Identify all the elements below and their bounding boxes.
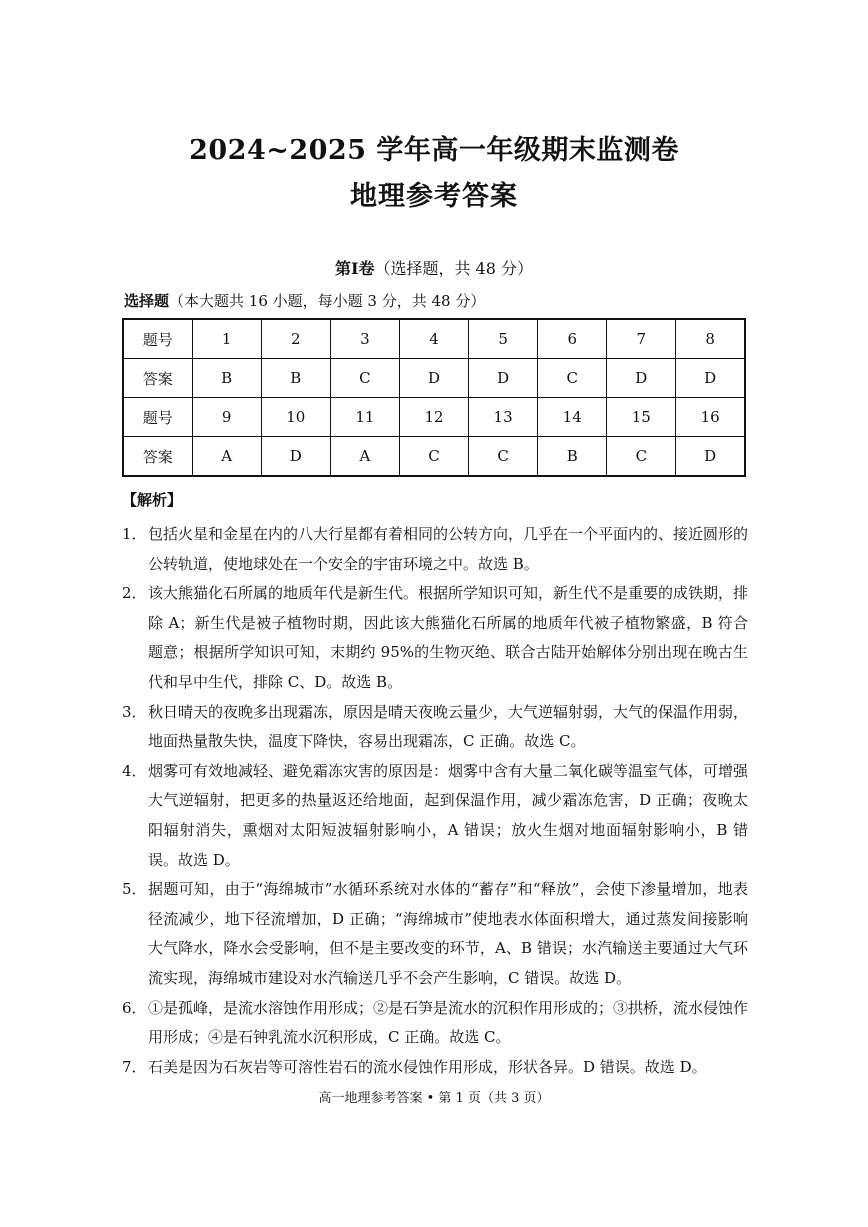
table-cell: D xyxy=(607,359,676,398)
section-title-rest: （选择题，共 48 分） xyxy=(374,259,534,278)
table-cell: D xyxy=(399,359,468,398)
item-number: 7． xyxy=(122,1057,147,1076)
table-cell: D xyxy=(261,437,330,477)
table-cell: 16 xyxy=(676,398,745,437)
table-cell: D xyxy=(469,359,538,398)
item-text: 该大熊猫化石所属的地质年代是新生代。根据所学知识可知，新生代不是重要的成铁期，排除 A；新生代是被子植物时期，因此该大熊猫化石所属的地质年代被子植物繁盛，B 符合题意；根据所学知识可知，末期约 95%的生物灭绝、联合古陆开始解体分别出现在晚古生代和早中生代，排除 C、D。故选 B。 xyxy=(148,584,749,691)
row-header-cell: 题号 xyxy=(123,319,192,359)
table-cell: 12 xyxy=(399,398,468,437)
multiple-choice-label xyxy=(124,290,485,311)
item-text: 秋日晴天的夜晚多出现霜冻，原因是晴天夜晚云量少，大气逆辐射弱，大气的保温作用弱，地面热量散失快，温度下降快，容易出现霜冻，C 正确。故选 C。 xyxy=(148,702,749,751)
table-row xyxy=(123,359,745,398)
table-cell: 15 xyxy=(607,398,676,437)
analysis-item xyxy=(122,757,748,875)
table-row xyxy=(123,437,745,477)
item-text: 石美是因为石灰岩等可溶性岩石的流水侵蚀作用形成，形状各异。D 错误。故选 D。 xyxy=(148,1057,707,1076)
table-cell: 13 xyxy=(469,398,538,437)
table-cell: 7 xyxy=(607,319,676,359)
mc-label-bold: 选择题 xyxy=(124,292,170,310)
table-cell: 1 xyxy=(192,319,261,359)
analysis-item xyxy=(122,698,748,757)
table-cell: B xyxy=(192,359,261,398)
page-footer: 高一地理参考答案 • 第 1 页（共 3 页） xyxy=(318,1091,550,1106)
item-text: 包括火星和金星在内的八大行星都有着相同的公转方向，几乎在一个平面内的、接近圆形的公转轨道，使地球处在一个安全的宇宙环境之中。故选 B。 xyxy=(148,525,749,573)
table-cell: C xyxy=(607,437,676,477)
analysis-heading: 【解析】 xyxy=(122,491,183,509)
table-cell: D xyxy=(676,359,745,398)
table-row xyxy=(123,398,745,437)
table-cell: C xyxy=(538,359,607,398)
row-header-cell: 答案 xyxy=(123,359,192,398)
item-number: 2． xyxy=(122,584,147,603)
item-number: 1． xyxy=(122,525,147,543)
analysis-item xyxy=(122,579,748,697)
table-cell: 8 xyxy=(676,319,745,359)
table-cell: 2 xyxy=(261,319,330,359)
document-title: 2024~2025 学年高一年级期末监测卷 xyxy=(189,135,679,166)
mc-label-rest: （本大题共 16 小题，每小题 3 分，共 48 分） xyxy=(169,292,486,310)
analysis-item xyxy=(122,1053,748,1083)
table-cell: D xyxy=(676,437,745,477)
section-title xyxy=(0,256,868,279)
table-cell: B xyxy=(538,437,607,477)
table-cell: C xyxy=(330,359,399,398)
section-title-bold: 第Ⅰ卷 xyxy=(334,259,375,278)
item-text: 据题可知，由于“海绵城市”水循环系统对水体的“蓄存”和“释放”，会使下渗量增加，地表径流减少，地下径流增加，D 正确；“海绵城市”使地表水体面积增大，通过蒸发间接影响大气降水，降水会受影响，但不是主要改变的环节，A、B 错误；水汽输送主要通过大气环流实现，海绵城市建设对水汽输送几乎不会产生影响，C 错误。故选 D。 xyxy=(148,880,748,987)
answer-table xyxy=(122,318,746,477)
table-cell: B xyxy=(261,359,330,398)
analysis-item xyxy=(122,520,748,579)
table-cell: 9 xyxy=(192,398,261,437)
item-number: 3． xyxy=(122,702,147,721)
table-cell: 6 xyxy=(538,319,607,359)
table-cell: 11 xyxy=(330,398,399,437)
table-cell: A xyxy=(192,437,261,477)
table-cell: C xyxy=(399,437,468,477)
analysis-item xyxy=(122,875,748,993)
table-cell: 3 xyxy=(330,319,399,359)
item-number: 5． xyxy=(122,880,147,899)
item-text: 烟雾可有效地减轻、避免霜冻灾害的原因是：烟雾中含有大量二氧化碳等温室气体，可增强大气逆辐射，把更多的热量返还给地面，起到保温作用，减少霜冻危害，D 正确；夜晚太阳辐射消失，熏烟对太阳短波辐射影响小，A 错误；放火生烟对地面辐射影响小，B 错误。故选 D。 xyxy=(148,761,749,869)
item-number: 4． xyxy=(122,761,147,780)
table-cell: 14 xyxy=(538,398,607,437)
table-cell: A xyxy=(330,437,399,477)
row-header-cell: 题号 xyxy=(123,398,192,437)
table-cell: 4 xyxy=(399,319,468,359)
table-cell: 5 xyxy=(469,319,538,359)
document-subtitle: 地理参考答案 xyxy=(350,181,518,212)
table-row xyxy=(123,319,745,359)
item-text: ①是孤峰，是流水溶蚀作用形成；②是石笋是流水的沉积作用形成的；③拱桥，流水侵蚀作用形成；④是石钟乳流水沉积形成，C 正确。故选 C。 xyxy=(148,998,749,1047)
table-cell: 10 xyxy=(261,398,330,437)
table-cell: C xyxy=(469,437,538,477)
analysis-list xyxy=(122,520,748,1082)
item-number: 6． xyxy=(122,998,147,1017)
analysis-item xyxy=(122,994,748,1053)
row-header-cell: 答案 xyxy=(123,437,192,477)
